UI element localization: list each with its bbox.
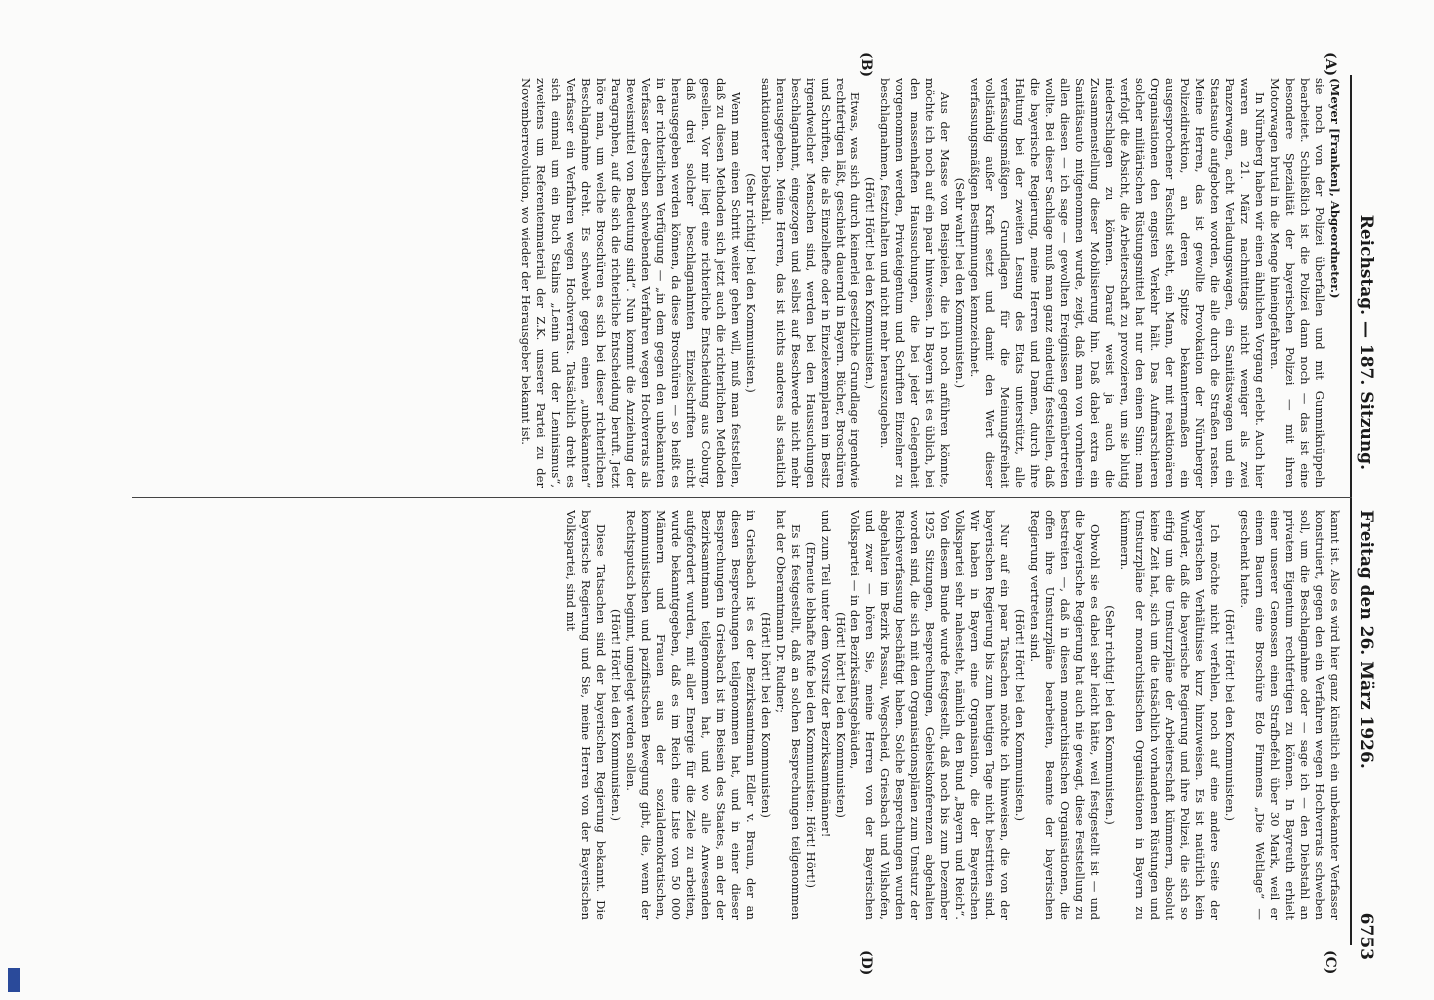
left-paragraph-5: Wenn man einen Schritt weiter gehen will, muß man feststellen, daß zu diesen Methoden sich jetzt auch die richterlichen Methoden gesellen. Vor mir liegt eine richterliche Entscheidung aus Coburg, daß drei solcher beschlagnahmten Einzelschriften nicht herausgegeben werden können, da diese Broschüren — so heißt es in der richterlichen Verfügung — „in dem gegen den unbekannten Verfasser derselben schwebenden Verfahren wegen Hochverrats als Beweismittel von Bedeutung sind“. Nun kommt die Anziehung der Paragraphen, auf die sich die richterliche Entscheidung beruft. Jetzt höre man, um welche Broschüren es sich bei dieser richterlichen Beschlagnahme dreht. Es schwebt gegen einen „unbekannten“ Verfasser ein Verfahren wegen Hochverrats. Tatsächlich dreht es sich einmal um ein Buch Stalins „Lenin und der Leninismus“, zweitens um Referentenmaterial der Z.K. unserer Partei zu der Novemberrevolution, wo wieder der Herausgeber bekannt ist. <box>518 78 743 488</box>
right-paragraph-5: und zum Teil unter dem Vorsitz der Bezirksamtmänner! <box>818 510 833 838</box>
left-paragraph-2: In Nürnberg haben wir einen ähnlichen Vorgang erlebt. Auch hier waren am 21. März nachmittags nicht weniger als zwei Panzerwagen, acht Verladungswagen, ein Sanitätswagen und ein Staatsauto aufgeboten worden, die alle durch die Straßen rasten. Meine Herren, das ist gewollte Provokation der Nürnberger Polizeidirektion, an deren Spitze bekanntermaßen ein ausgesprochener Faschist steht, ein Mann, der mit reaktionären Organisationen den engsten Verkehr hält. Das Aufmarschieren solcher militärischen Rüstungsmittel hat nur den einen Sinn: man verfolgt die Absicht, die Arbeiterschaft zu provozieren, um sie blutig niederschlagen zu können. Darauf weist ja auch die Zusammenstellung dieser Mobilisierung hin. Daß dabei extra ein Sanitätsauto mitgenommen wurde, zeigt, daß man von vornherein allen diesen — ich sage — gewollten Ereignissen gegenübertreten wollte. Bei dieser Sachlage muß man ganz eindeutig feststellen, daß die bayerische Regierung, meine Herren und Damen, durch ihre Haltung bei der zweiten Lesung des Etats unterstützt, alle verfassungsmäßigen Grundlagen für die Meinungsfreiheit vollständig außer Kraft setzt und damit den Wert dieser verfassungsmäßigen Bestimmungen kennzeichnet. <box>968 78 1268 488</box>
right-interjection-5: (Erneute lebhafte Rufe bei den Kommunisten: Hört! Hört!) <box>803 541 818 889</box>
margin-mark-b: (B) <box>858 52 874 78</box>
left-paragraph-1: sie noch von der Polizei überfallen und mit Gummiknüppeln bearbeitet. Schließlich ist die Polizei dann noch — das ist eine besondere Spezialität der bayerischen Polizei — mit ihren Motorwagen brutal in die Menge hineingefahren. <box>1268 78 1328 488</box>
right-paragraph-8: Diese Tatsachen sind der bayerischen Regierung bekannt. Die bayerische Regierung und Sie, meine Herren von der Bayerischen Volkspartei, sind mit <box>563 510 608 920</box>
left-paragraph-4: Etwas, was sich durch keinerlei gesetzliche Grundlage irgendwie rechtfertigen läßt, geschieht dauernd in Bayern. Bücher, Broschüren und Schriften, die als Einzelhefte oder in Einzelexemplaren im Besitz irgendwelcher Menschen sind, werden bei den Haussuchungen beschlagnahmt, eingezogen und selbst auf Beschwerde nicht mehr herausgegeben. Meine Herren, das ist nichts anderes als staatlich sanktionierter Diebstahl. <box>758 78 863 488</box>
left-column <box>112 78 1342 488</box>
right-interjection-6: (Hört! hört! bei den Kommunisten) <box>758 612 773 818</box>
margin-mark-d: (D) <box>858 950 874 976</box>
right-paragraph-6: Es ist festgestellt, daß an solchen Besprechungen teilgenommen hat der Oberamtmann Dr. Rudner; <box>773 510 803 920</box>
column-divider <box>132 497 1352 498</box>
header-session: Reichstag. — 187. Sitzung. <box>1356 214 1376 470</box>
right-interjection-4: (Hört! hört! bei den Kommunisten) <box>833 612 848 818</box>
left-interjection-3: (Sehr richtig! bei den Kommunisten.) <box>743 173 758 393</box>
right-column <box>112 510 1342 920</box>
right-interjection-3: (Hört! Hört! bei den Kommunisten.) <box>1013 608 1028 821</box>
right-paragraph-2: Ich möchte nicht verfehlen, noch auf eine andere Seite der bayerischen Verhältnisse kurz hinzuweisen. Es ist natürlich kein Wunder, daß die bayerische Regierung und ihre Polizei, die sich so eifrig um die Umsturzpläne der Arbeiterschaft kümmern, absolut keine Zeit hat, sich um die tatsächlich vorhandenen Rüstungen und Umsturzpläne der monarchistischen Organisationen in Bayern zu kümmern. <box>1118 510 1223 920</box>
right-paragraph-3: Obwohl sie es dabei sehr leicht hätte, weil festgestellt ist — und die bayerische Regierung hat auch nie gewagt, diese Feststellung zu bestreiten —, daß in diesen monarchistischen Organisationen, die offen ihre Umsturzpläne bearbeiten, Beamte der bayerischen Regierung vertreten sind. <box>1028 510 1103 920</box>
page-number: 6753 <box>1356 912 1376 960</box>
right-paragraph-1: kannt ist. Also es wird hier ganz künstlich ein unbekannter Verfasser konstruiert, gegen den ein Verfahren wegen Hochverrats schweben soll, um die Beschlagnahme oder — sage ich — den Diebstahl an privatem Eigentum rechtfertigen zu können. In Bayreuth erhielt einer unserer Genossen einen Strafbefehl über 30 Mark, weil er einem Bauern eine Broschüre Edo Fimmens „Die Weltlage“ — geschenkt hatte. <box>1238 510 1342 920</box>
header-rule <box>1350 75 1352 945</box>
margin-mark-c: (C) <box>1322 950 1338 975</box>
right-paragraph-7: in Griesbach ist es der Bezirksamtmann Edler v. Braun, der an diesen Besprechungen teilgenommen hat, und in einer dieser Besprechungen in Griesbach ist im Beisein des Staates, an der der Bezirksamtmann teilgenommen hat, und wo alle Anwesenden aufgefordert wurden, mit aller Energie für die Ziele zu arbeiten, wurde bekanntgegeben, daß es im Reich eine Liste von 50 000 Männern und Frauen aus der sozialdemokratischen, kommunistischen und pazifistischen Bewegung gibt, die, wenn der Rechtsputsch beginnt, umgelegt werden sollen. <box>623 510 758 920</box>
left-paragraph-3: Aus der Masse von Beispielen, die ich noch anführen könnte, möchte ich noch auf ein paar hinweisen. In Bayern ist es üblich, bei den massenhaften Haussuchungen, die bei jeder Gelegenheit vorgenommen werden, Privateigentum und Schriften Einzelner zu beschlagnahmen, festzuhalten und nicht mehr herauszugeben. <box>878 78 953 488</box>
right-interjection-1: (Hört! Hört! bei den Kommunisten.) <box>1223 608 1238 821</box>
header-date: Freitag den 26. März 1926. <box>1356 510 1376 769</box>
dfg-logo-icon <box>8 968 20 992</box>
left-interjection-1: (Sehr wahr! bei den Kommunisten.) <box>953 177 968 389</box>
right-interjection-7: (Hört! Hört! bei den Kommunisten.) <box>608 608 623 821</box>
right-interjection-2: (Sehr richtig! bei den Kommunisten.) <box>1103 605 1118 825</box>
right-paragraph-4: Nur auf ein paar Tatsachen möchte ich hinweisen, die von der bayerischen Regierung bis zum heutigen Tage nicht bestritten sind. Wir haben in Bayern eine Organisation, die der Bayerischen Volkspartei sehr nahesteht, nämlich den Bund „Bayern und Reich“. Von diesem Bunde wurde festgestellt, daß noch bis zum Dezember 1925 Sitzungen, Besprechungen, Gebietskonferenzen abgehalten worden sind, die sich mit den Organisationsplänen zum Umsturz der Reichsverfassung beschäftigt haben. Solche Besprechungen wurden abgehalten im Bezirk Passau, Wegscheid, Griesbach und Vilshofen, und zwar — hören Sie, meine Herren von der Bayerischen Volkspartei — in den Bezirksämtsgebäuden, <box>848 510 1013 920</box>
left-interjection-2: (Hört! Hört! bei den Kommunisten.) <box>863 176 878 389</box>
margin-mark-a: (A) <box>1322 52 1338 77</box>
speaker-label: (Meyer [Franken], Abgeordneter.) <box>1328 78 1342 299</box>
